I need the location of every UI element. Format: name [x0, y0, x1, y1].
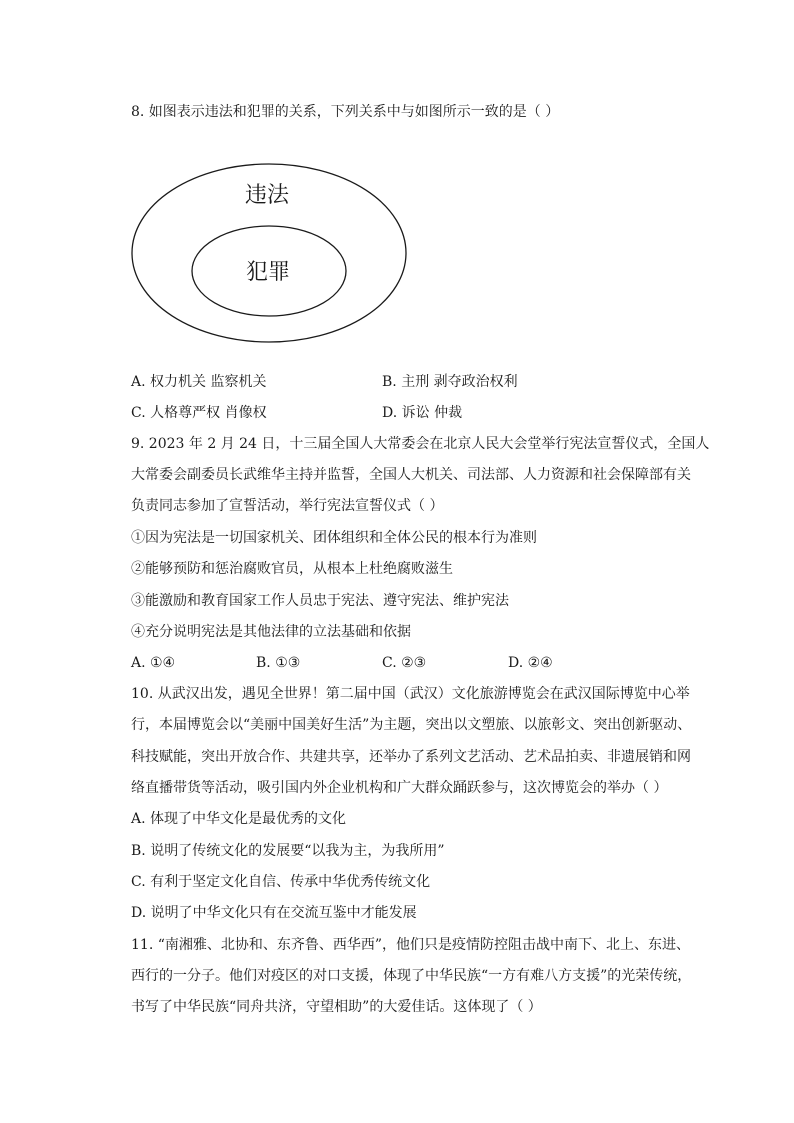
q9-statement-2: ②能够预防和惩治腐败官员，从根本上杜绝腐败滋生	[131, 561, 453, 577]
q9-statement-4: ④充分说明宪法是其他法律的立法基础和依据	[131, 624, 411, 640]
q9-option-c: C. ②③	[382, 655, 427, 671]
q10-line-1: 10. 从武汉出发，遇见全世界！第二届中国（武汉）文化旅游博览会在武汉国际博览中心举	[131, 686, 690, 702]
q11-line-2: 西行的一分子。他们对疫区的对口支援，体现了中华民族“一方有难八方支援”的光荣传统，	[131, 968, 692, 984]
q10-line-4: 络直播带货等活动，吸引国内外企业机构和广大群众踊跃参与，这次博览会的举办（ ）	[131, 780, 668, 796]
law-crime-diagram	[130, 162, 410, 344]
q10-option-d: D. 说明了中华文化只有在交流互鉴中才能发展	[131, 905, 417, 921]
q10-option-a: A. 体现了中华文化是最优秀的文化	[131, 811, 347, 827]
q11-line-3: 书写了中华民族“同舟共济，守望相助”的大爱佳话。这体现了（ ）	[131, 999, 542, 1015]
q8-option-a: A. 权力机关 监察机关	[131, 374, 267, 390]
q10-line-3: 科技赋能，突出开放合作、共建共享，还举办了系列文艺活动、艺术品拍卖、非遗展销和网	[131, 749, 691, 765]
q8-option-c: C. 人格尊严权 肖像权	[131, 405, 267, 421]
q10-option-c: C. 有利于坚定文化自信、传承中华优秀传统文化	[131, 874, 431, 890]
inner-label: 犯罪	[245, 260, 291, 285]
q8-stem: 8. 如图表示违法和犯罪的关系，下列关系中与如图所示一致的是（ ）	[131, 104, 560, 120]
q11-line-1: 11. “南湘雅、北协和、东齐鲁、西华西”，他们只是疫情防控阻击战中南下、北上、东进、	[131, 937, 691, 953]
q9-statement-1: ①因为宪法是一切国家机关、团体组织和全体公民的根本行为准则	[131, 530, 537, 546]
q9-statement-3: ③能激励和教育国家工作人员忠于宪法、遵守宪法、维护宪法	[131, 593, 509, 609]
q9-line-3: 负责同志参加了宣誓活动，举行宪法宣誓仪式（ ）	[131, 498, 444, 514]
q10-option-b: B. 说明了传统文化的发展要“以我为主，为我所用”	[131, 843, 445, 859]
outer-label: 违法	[244, 183, 290, 208]
q9-option-b: B. ①③	[256, 655, 301, 671]
q9-option-d: D. ②④	[508, 655, 553, 671]
q9-line-2: 大常委会副委员长武维华主持并监誓，全国人大机关、司法部、人力资源和社会保障部有关	[131, 467, 691, 483]
q9-line-1: 9. 2023 年 2 月 24 日，十三届全国人大常委会在北京人民大会堂举行宪法宣誓仪式，全国人	[131, 436, 710, 452]
q10-line-2: 行，本届博览会以“美丽中国美好生活”为主题，突出以文塑旅、以旅彰文、突出创新驱动、	[131, 717, 692, 733]
q8-option-d: D. 诉讼 仲裁	[382, 405, 463, 421]
q8-option-b: B. 主刑 剥夺政治权利	[382, 374, 518, 390]
q9-option-a: A. ①④	[131, 655, 176, 671]
